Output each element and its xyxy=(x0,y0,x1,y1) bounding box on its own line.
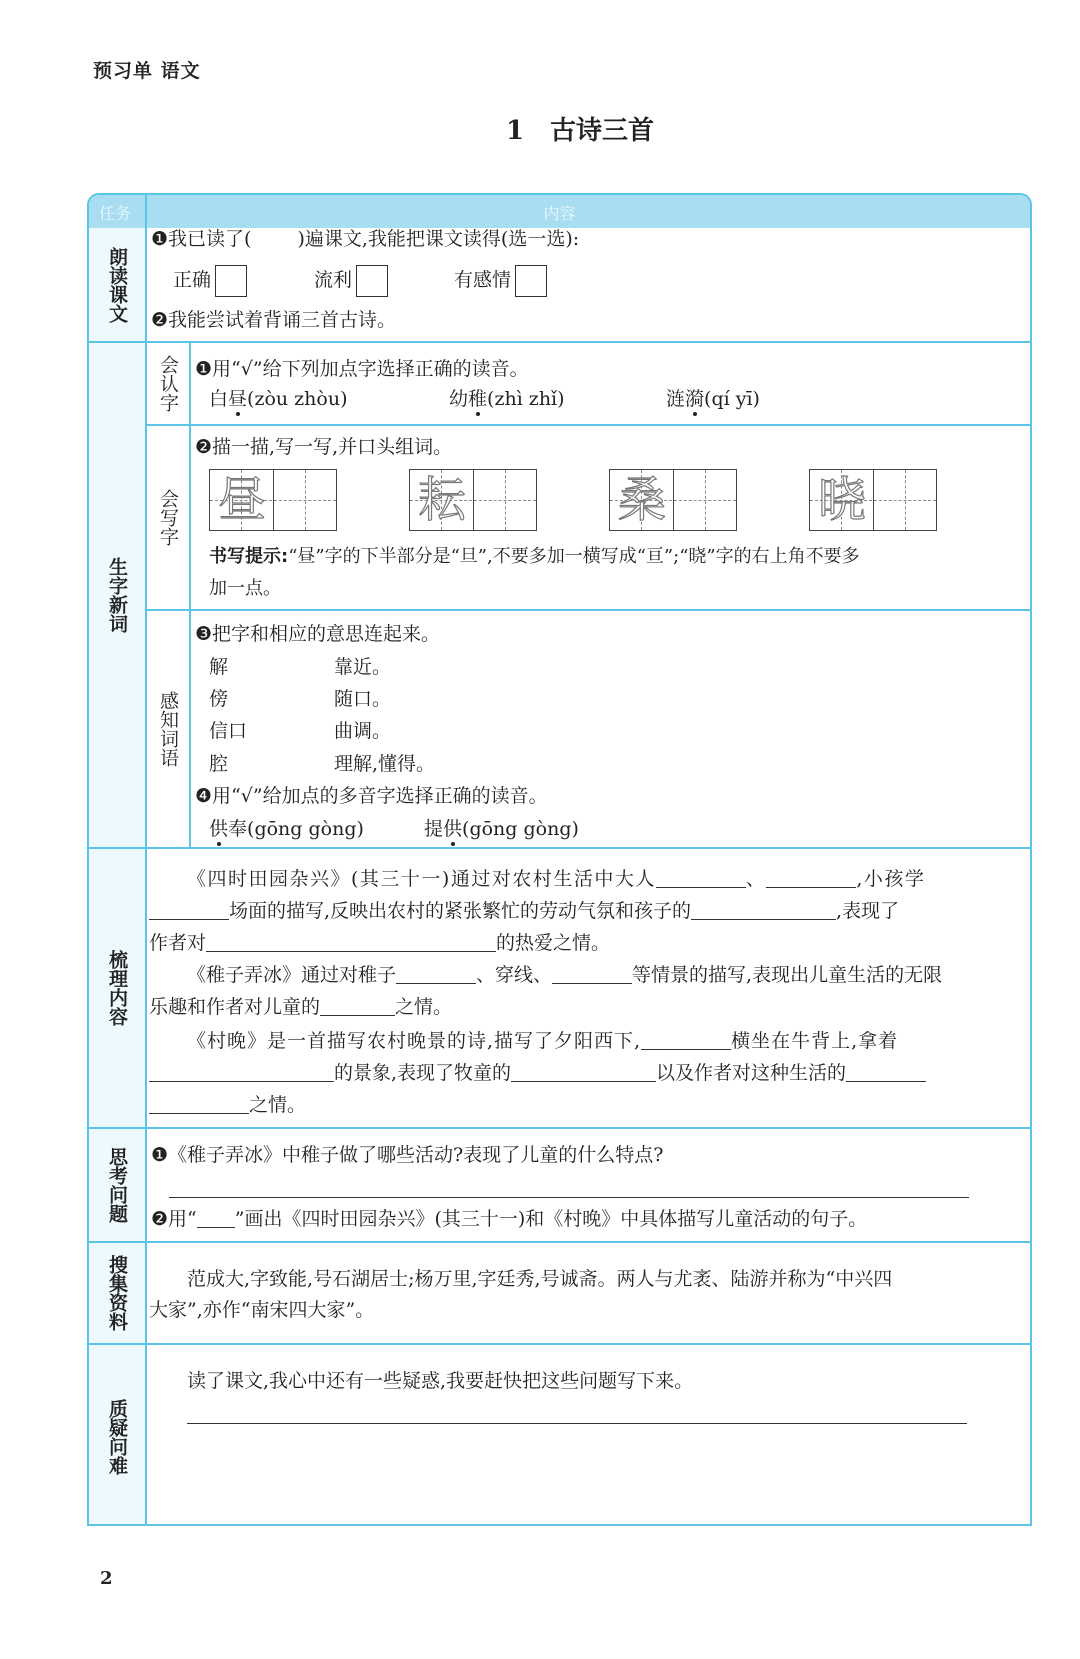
thinking-q2: ❷用“ ”画出《四时田园杂兴》(其三十一)和《村晚》中具体描写儿童活动的句子。 xyxy=(151,1208,868,1230)
match-left[interactable]: 腔 xyxy=(209,753,229,775)
summary-p2-line2: 乐趣和作者对儿童的 之情。 xyxy=(149,996,453,1018)
match-left[interactable]: 解 xyxy=(209,656,229,678)
summary-p1-line2: 场面的描写,反映出农村的紧张繁忙的劳动气氛和孩子的 ,表现了 xyxy=(149,897,899,925)
writing-grid[interactable] xyxy=(609,469,737,531)
writing-grid[interactable] xyxy=(409,469,537,531)
sub-column-divider xyxy=(189,343,191,847)
blank[interactable] xyxy=(320,995,395,1016)
blank[interactable] xyxy=(206,931,496,952)
reading-option-1: 正确 xyxy=(173,265,247,297)
blank[interactable] xyxy=(149,1093,249,1114)
match-left[interactable]: 信口 xyxy=(209,720,248,742)
match-right[interactable]: 曲调。 xyxy=(334,720,392,742)
summary-p2-line1: 《稚子弄冰》通过对稚子 、穿线、 等情景的描写,表现出儿童生活的无限 xyxy=(187,964,943,986)
blank[interactable] xyxy=(846,1061,926,1082)
lesson-number: 1 xyxy=(505,116,525,146)
blank[interactable] xyxy=(396,963,476,984)
lesson-title xyxy=(0,110,1080,147)
header-label: 预习单 语文 xyxy=(93,60,201,82)
checkbox[interactable] xyxy=(356,265,388,297)
blank[interactable] xyxy=(149,1061,334,1082)
polyphone-instruction: ❹用“√”给加点的多音字选择正确的读音。 xyxy=(195,785,548,807)
writing-tip: 书写提示:“昼”字的下半部分是“旦”,不要多加一横写成“亘”;“晓”字的右上角不要多 xyxy=(209,546,860,567)
writing-grid[interactable] xyxy=(809,469,937,531)
summary-p3-line1: 《村晚》是一首描写农村晚景的诗,描写了夕阳西下, 横坐在牛背上,拿着 xyxy=(187,1030,899,1052)
summary-p1-line1: 《四时田园杂兴》(其三十一)通过对农村生活中大人 、 ,小孩学 xyxy=(187,868,926,890)
lesson-name: 古诗三首 xyxy=(550,116,655,146)
perceive-instruction: ❸把字和相应的意思连起来。 xyxy=(195,623,441,645)
recognize-item-1: 白昼(zòu zhòu) xyxy=(209,388,348,410)
row-divider xyxy=(89,1241,1030,1243)
recognize-instruction: ❶用“√”给下列加点字选择正确的读音。 xyxy=(195,358,529,380)
sub-row-divider xyxy=(147,609,1030,611)
sub-row-divider xyxy=(147,424,1030,426)
trace-char: 耘 xyxy=(417,472,466,528)
match-right[interactable]: 靠近。 xyxy=(334,656,392,678)
polyphone-item-1: 供奉(gōng gòng) xyxy=(209,818,364,840)
category-reading: 朗读课文 xyxy=(106,246,128,323)
reading-q1: ❶我已读了( )遍课文,我能把课文读得(选一选): xyxy=(151,228,580,250)
match-right[interactable]: 理解,懂得。 xyxy=(334,753,436,775)
blank[interactable] xyxy=(766,867,856,888)
row-divider xyxy=(89,1343,1030,1345)
write-instruction: ❷描一描,写一写,并口头组词。 xyxy=(195,436,453,458)
summary-p3-line2: 的景象,表现了牧童的 以及作者对这种生活的 xyxy=(149,1059,926,1087)
writing-grid[interactable] xyxy=(209,469,337,531)
sub-recognize: 会认字 xyxy=(157,355,179,412)
category-new-words: 生字新词 xyxy=(106,557,128,633)
thinking-q1: ❶《稚子弄冰》中稚子做了哪些活动?表现了儿童的什么特点? xyxy=(151,1144,664,1166)
category-thinking: 思考问题 xyxy=(106,1147,128,1223)
summary-p1-line3: 作者对 的热爱之情。 xyxy=(149,932,611,954)
answer-line[interactable] xyxy=(169,1197,969,1198)
summary-p3-line3: 之情。 xyxy=(149,1091,306,1119)
writing-tip-cont: 加一点。 xyxy=(209,578,281,599)
recognize-item-3: 涟漪(qí yī) xyxy=(666,388,760,410)
recognize-item-2: 幼稚(zhì zhǐ) xyxy=(449,388,565,410)
table-header xyxy=(89,195,1030,228)
blank[interactable] xyxy=(552,963,632,984)
category-summary: 梳理内容 xyxy=(106,950,128,1026)
match-left[interactable]: 傍 xyxy=(209,688,229,710)
reading-option-2: 流利 xyxy=(314,265,388,297)
questions-text: 读了课文,我心中还有一些疑惑,我要赶快把这些问题写下来。 xyxy=(187,1370,694,1392)
collect-text-2: 大家”,亦作“南宋四大家”。 xyxy=(149,1299,375,1321)
row-divider xyxy=(89,341,1030,343)
page-number: 2 xyxy=(100,1568,113,1589)
preview-table xyxy=(87,193,1032,1526)
row-divider xyxy=(89,1127,1030,1129)
answer-line[interactable] xyxy=(187,1423,967,1424)
reading-option-3: 有感情 xyxy=(454,265,547,297)
header-content: 内容 xyxy=(543,204,576,223)
trace-char: 昼 xyxy=(217,472,266,528)
sub-write: 会写字 xyxy=(157,489,179,546)
row-divider xyxy=(89,847,1030,849)
trace-char: 晓 xyxy=(817,472,866,528)
blank[interactable] xyxy=(149,899,229,920)
blank[interactable] xyxy=(641,1029,731,1050)
sub-perceive: 感知词语 xyxy=(157,691,179,767)
category-collect: 搜集资料 xyxy=(106,1255,128,1331)
header-task: 任务 xyxy=(99,204,132,223)
blank[interactable] xyxy=(511,1061,656,1082)
checkbox[interactable] xyxy=(215,265,247,297)
checkbox[interactable] xyxy=(515,265,547,297)
collect-text-1: 范成大,字致能,号石湖居士;杨万里,字廷秀,号诚斋。两人与尤袤、陆游并称为“中兴四 xyxy=(187,1268,893,1290)
reading-q2: ❷我能尝试着背诵三首古诗。 xyxy=(151,309,397,331)
blank[interactable] xyxy=(691,899,836,920)
category-questions: 质疑问难 xyxy=(106,1398,128,1475)
trace-char: 桑 xyxy=(617,472,666,528)
polyphone-item-2: 提供(gōng gòng) xyxy=(424,818,579,840)
blank[interactable] xyxy=(656,867,746,888)
match-right[interactable]: 随口。 xyxy=(334,688,392,710)
